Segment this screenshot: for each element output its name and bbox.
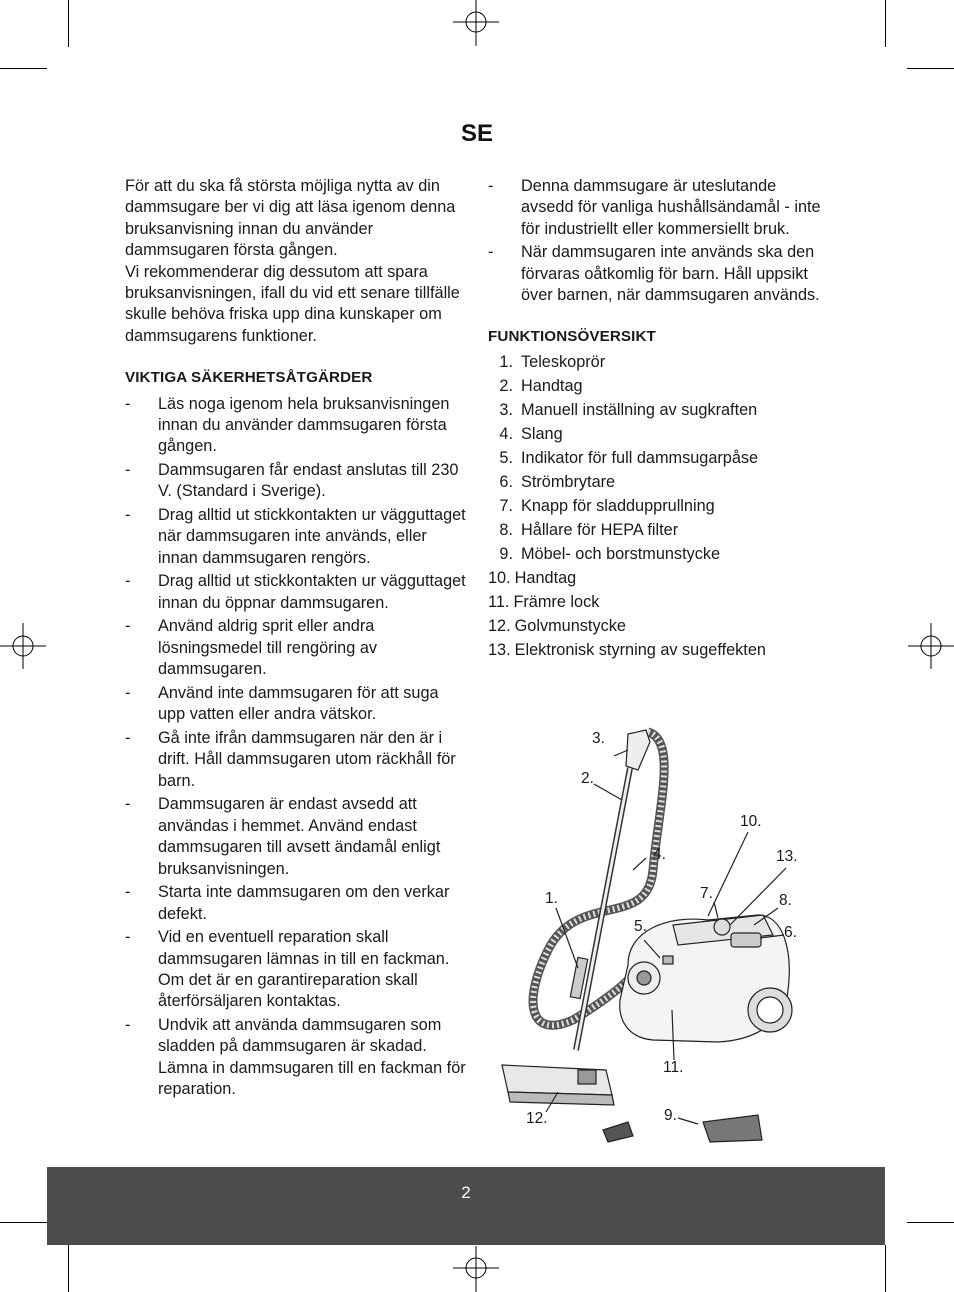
registration-mark-top (453, 0, 499, 46)
footer-bar (47, 1167, 885, 1245)
safety-item: - Använd inte dammsugaren för att suga upp vatten eller andra vätskor. (125, 683, 439, 724)
safety-item: - Dammsugaren får endast anslutas till 230 V. (Standard i Sverige). (125, 461, 459, 501)
part-item: 11. Främre lock (488, 593, 600, 612)
callout-label: 13. (776, 848, 798, 865)
safety-item: - Denna dammsugare är uteslutande avsedd för vanliga hushållsändamål - inte för industriellt eller kommersiellt bruk. (488, 177, 821, 238)
crop-mark (68, 1245, 69, 1292)
intro-paragraph: För att du ska få största möjliga nytta av din dammsugare ber vi dig att läsa igenom denna bruksanvisning innan du använder dammsugaren första gången. (125, 177, 456, 260)
part-item: 5. Indikator för full dammsugarpåse (499, 449, 759, 468)
intro-text (125, 176, 470, 347)
safety-item: - Drag alltid ut stickkontakten ur vägguttaget innan du öppnar dammsugaren. (125, 572, 466, 612)
safety-heading: VIKTIGA SÄKERHETSÅTGÄRDER (125, 369, 373, 387)
part-item: 6. Strömbrytare (499, 473, 616, 492)
safety-list-continued (488, 176, 833, 307)
callout-label: 1. (545, 890, 558, 907)
registration-mark-right (908, 623, 954, 669)
part-item: 10. Handtag (488, 569, 577, 588)
callout-label: 6. (784, 924, 797, 941)
safety-item: - När dammsugaren inte används ska den förvaras oåtkomlig för barn. Håll uppsikt över barnen, när dammsugaren används. (488, 243, 820, 305)
page-number: 2 (461, 1183, 471, 1202)
language-code: SE (460, 120, 493, 147)
registration-mark-bottom (453, 1246, 499, 1292)
part-item: 7. Knapp för sladdupprullning (499, 497, 715, 516)
part-item: 1. Teleskoprör (499, 353, 606, 372)
overview-heading: FUNKTIONSÖVERSIKT (488, 327, 656, 345)
crop-mark (885, 1245, 886, 1292)
callout-label: 10. (740, 813, 762, 830)
vacuum-diagram (488, 720, 833, 1160)
callout-label: 4. (653, 846, 666, 863)
part-item: 4. Slang (499, 425, 563, 444)
registration-mark-left (0, 623, 46, 669)
crop-mark (907, 68, 954, 69)
crop-mark (885, 0, 886, 47)
vacuum-illustration (488, 720, 833, 1160)
safety-item: - Dammsugaren är endast avsedd att användas i hemmet. Använd endast dammsugaren till avsett ändamål enligt bruksanvisningen. (125, 795, 441, 878)
callout-label: 5. (634, 918, 647, 935)
callout-label: 9. (664, 1107, 677, 1124)
safety-list (125, 394, 470, 1101)
part-item: 9. Möbel- och borstmunstycke (499, 545, 721, 564)
part-item: 12. Golvmunstycke (488, 617, 626, 636)
part-item: 13. Elektronisk styrning av sugeffekten (488, 641, 766, 660)
right-column (488, 176, 833, 664)
crop-mark (68, 0, 69, 47)
intro-paragraph: Vi rekommenderar dig dessutom att spara bruksanvisningen, ifall du vid ett senare tillfälle skulle behöva friska upp dina kunskaper om dammsugarens funktioner. (125, 262, 460, 345)
callout-label: 2. (581, 770, 594, 787)
safety-item: - Undvik att använda dammsugaren som sladden på dammsugaren är skadad. Lämna in dammsugaren till en fackman för reparation. (125, 1015, 466, 1099)
crop-mark (0, 68, 47, 69)
crop-mark (0, 1222, 47, 1223)
part-item: 3. Manuell inställning av sugkraften (499, 401, 758, 420)
parts-list (488, 352, 833, 661)
crop-mark (907, 1222, 954, 1223)
callout-label: 7. (700, 885, 713, 902)
safety-item: - Drag alltid ut stickkontakten ur vägguttaget när dammsugaren inte används, eller innan dammsugaren rengörs. (125, 506, 466, 567)
safety-item: - Använd aldrig sprit eller andra lösningsmedel till rengöring av dammsugaren. (125, 617, 378, 679)
part-item: 8. Hållare för HEPA filter (499, 521, 679, 540)
safety-item: - Gå inte ifrån dammsugaren när den är i drift. Håll dammsugaren utom räckhåll för barn. (125, 728, 456, 790)
callout-label: 8. (779, 892, 792, 909)
safety-item: - Vid en eventuell reparation skall dammsugaren lämnas in till en fackman. Om det är en garantireparation skall återförsäljaren kontaktas. (125, 928, 450, 1011)
callout-label: 11. (663, 1059, 684, 1076)
safety-item: - Läs noga igenom hela bruksanvisningen innan du använder dammsugaren första gången. (125, 394, 450, 456)
callout-label: 3. (592, 730, 605, 747)
left-column (125, 176, 470, 1103)
part-item: 2. Handtag (499, 377, 583, 396)
callout-label: 12. (526, 1110, 548, 1127)
safety-item: - Starta inte dammsugaren om den verkar defekt. (125, 883, 450, 923)
